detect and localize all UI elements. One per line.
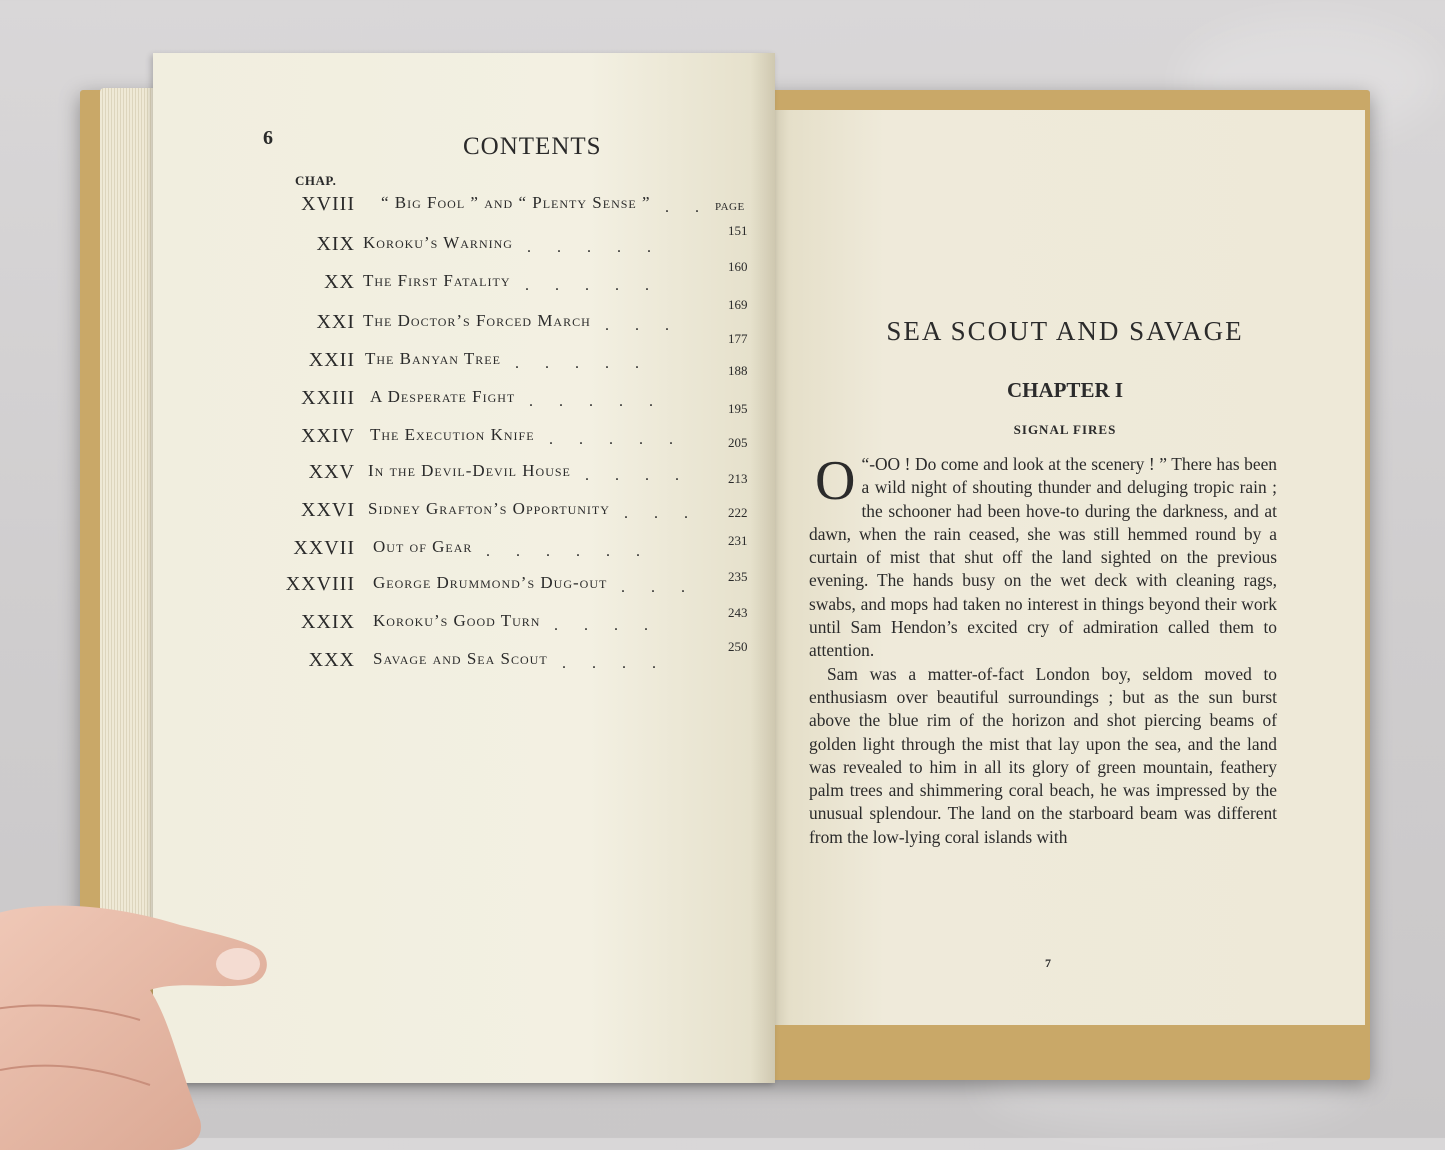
contents-entry: [153, 387, 775, 417]
page-edges: [100, 88, 160, 958]
leader-dots: . . . . . .: [486, 543, 640, 560]
contents-heading: CONTENTS: [463, 133, 602, 160]
page-ref: 231: [728, 533, 748, 548]
contents-entry: [153, 533, 775, 567]
leader-dots: . . . .: [585, 467, 679, 484]
leader-dots: . . .: [605, 317, 669, 334]
chapter-title: The Banyan Tree: [365, 349, 501, 368]
contents-entry: [153, 425, 775, 455]
page-ref: 243: [728, 605, 748, 620]
leader-dots: . . . . .: [515, 355, 639, 372]
page-ref: 195: [728, 401, 748, 416]
leader-dots: . . . .: [562, 655, 656, 672]
chapter-number: XXIX: [301, 611, 355, 633]
contents-entry: [153, 461, 775, 491]
contents-entry: [153, 271, 775, 312]
page-number: 7: [1045, 956, 1051, 970]
chapter-title: The Doctor’s Forced March: [363, 311, 591, 330]
leader-dots: . . .: [624, 505, 688, 522]
chapter-number: XXV: [308, 461, 355, 483]
paragraph: [809, 450, 1277, 663]
chapter-number: XXIV: [301, 425, 355, 447]
chapter-title: “ Big Fool ” and “ Plenty Sense ”: [381, 193, 651, 212]
chapter-title: Savage and Sea Scout: [373, 649, 548, 668]
leader-dots: . . .: [621, 579, 685, 596]
contents-entry: [153, 569, 775, 603]
chapter-number: XXII: [308, 349, 355, 371]
chapter-number: XXX: [308, 649, 355, 671]
chapter-title: Out of Gear: [373, 537, 473, 556]
leader-dots: . . . .: [554, 617, 648, 634]
page-ref: 169: [728, 297, 748, 312]
page-ref: 213: [728, 471, 748, 486]
book-title: SEA SCOUT AND SAVAGE: [886, 316, 1244, 346]
contents-entry: [153, 233, 775, 274]
contents-entry: [153, 639, 775, 679]
chapter-title: The Execution Knife: [370, 425, 535, 444]
leader-dots: . .: [665, 199, 699, 216]
paragraph: [809, 663, 1277, 849]
chapter-number: XVIII: [301, 193, 355, 215]
leader-dots: . . . . .: [527, 239, 651, 256]
page-ref: 250: [728, 639, 748, 654]
page-column-label: PAGE: [715, 201, 745, 213]
chapter-text: [809, 450, 1277, 849]
chapter-title: George Drummond’s Dug-out: [373, 573, 608, 592]
page-ref: 205: [728, 435, 748, 450]
hand: [0, 880, 280, 1150]
chapter-heading: CHAPTER I: [1006, 378, 1124, 402]
paragraph-text: Sam was a matter-of-fact London boy, seldom moved to enthusiasm over beautiful surroundings ; but as the sun burst above the blue rim of the horizon and shot piercing beams of golden light through the mist that lay upon the sea, and the land was revealed to him in all its glory of green mountain, feathery palm trees and shimmering coral beach, he was impressed by the unusual splendour. The land on the starboard beam was different from the low-lying coral islands with: [809, 663, 1277, 847]
chap-column-label: CHAP.: [295, 173, 337, 188]
chapter-title: A Desperate Fight: [370, 387, 516, 406]
chapter-title: In the Devil-Devil House: [368, 461, 571, 480]
page-ref: 235: [728, 569, 748, 584]
page-ref: 160: [728, 259, 748, 274]
chapter-subtitle: SIGNAL FIRES: [1013, 422, 1117, 437]
leader-dots: . . . . .: [549, 431, 673, 448]
chapter-number: XXVI: [301, 499, 355, 521]
contents-entry: [153, 349, 775, 379]
contents-entry: [153, 311, 775, 346]
leader-dots: . . . . .: [525, 277, 649, 294]
page-ref: 151: [728, 223, 748, 238]
chapter-title: Koroku’s Good Turn: [373, 611, 541, 630]
contents-entry: [153, 605, 775, 641]
chapter-title: Sidney Grafton’s Opportunity: [368, 499, 610, 518]
page-ref: 188: [728, 363, 748, 378]
chapter-title: The First Fatality: [363, 271, 511, 290]
page-ref: 177: [728, 331, 748, 346]
drop-cap: O: [815, 450, 856, 512]
chapter-number: XX: [324, 271, 355, 293]
right-page: [765, 110, 1365, 1025]
chapter-number: XXVIII: [285, 573, 355, 595]
opening-quote: “: [861, 454, 870, 474]
chapter-number: XXVII: [293, 537, 355, 559]
chapter-number: XIX: [316, 233, 355, 255]
chapter-title: Koroku’s Warning: [363, 233, 513, 252]
paragraph-text: -OO ! Do come and look at the scenery ! ” There has been a wild night of shouting thunder and deluging tropic rain ; the schooner had been hove-to during the darkness, and at dawn, when the rain ceased, she was still hemmed round by a curtain of mist that shut off the land sighted on the previous evening. The hands busy on the wet deck with cleaning rags, swabs, and mops had taken no interest in things beyond their work until Sam Hendon’s excited cry of admiration called them to attention.: [809, 454, 1277, 661]
chapter-number: XXIII: [301, 387, 355, 409]
chapter-number: XXI: [316, 311, 355, 333]
contents-entry: [153, 499, 775, 529]
leader-dots: . . . . .: [529, 393, 653, 410]
contents-entry: [153, 193, 775, 238]
page-ref: 222: [728, 505, 748, 520]
page-number: 6: [263, 127, 273, 149]
